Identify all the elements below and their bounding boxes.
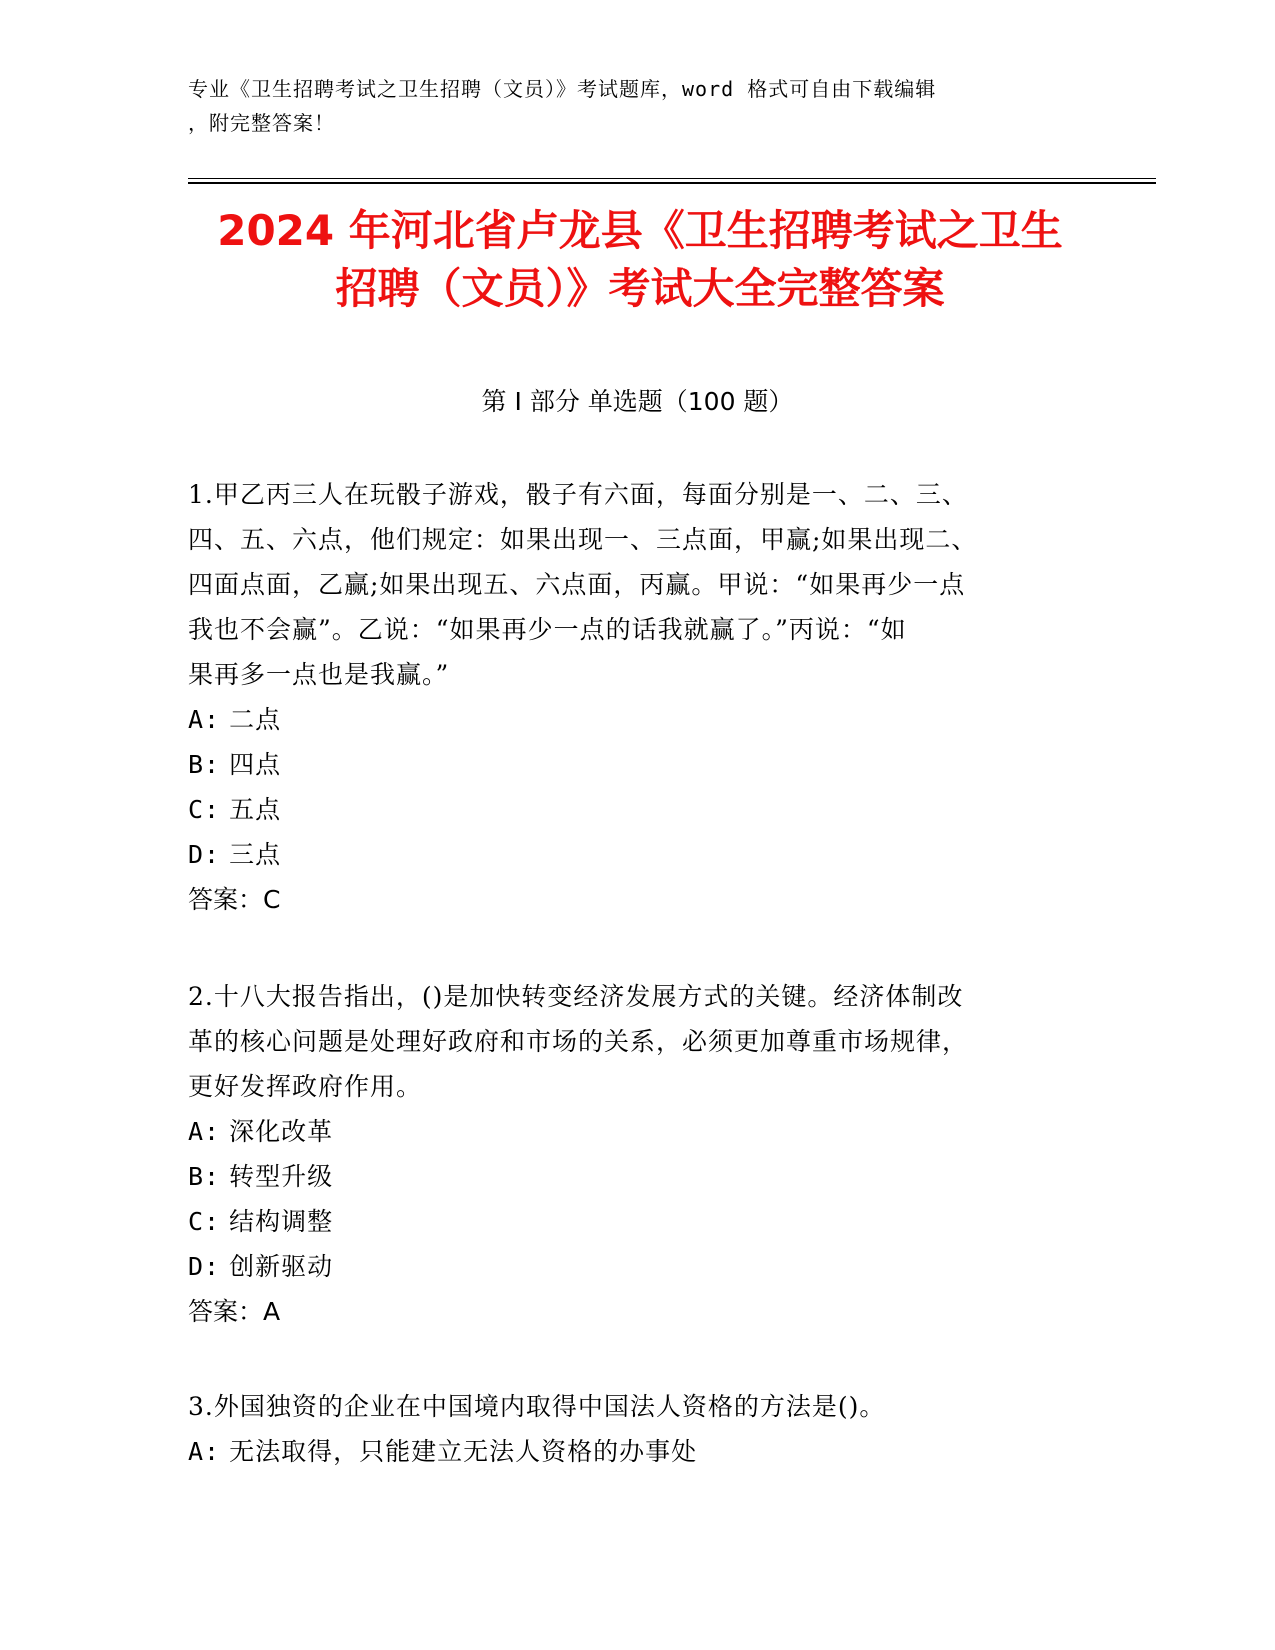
question-3-option-a	[188, 1429, 1078, 1474]
question-2-answer: 答案：A	[188, 1297, 281, 1326]
question-1-line-2: 四、五、六点，他们规定：如果出现一、三点面，甲赢;如果出现二、	[188, 525, 978, 554]
option-text: 无法取得，只能建立无法人资格的办事处	[229, 1437, 698, 1466]
question-1	[188, 472, 1078, 922]
option-text: 三点	[229, 840, 282, 869]
question-1-line-4: 我也不会赢”。乙说：“如果再少一点的话我就赢了。”丙说：“如	[188, 615, 907, 644]
option-key: A:	[188, 705, 221, 734]
option-text: 创新驱动	[229, 1252, 334, 1281]
question-2-option-b	[188, 1154, 1078, 1199]
question-2	[188, 974, 1078, 1334]
option-text: 结构调整	[229, 1207, 334, 1236]
option-text: 五点	[229, 795, 282, 824]
option-key: B:	[188, 750, 221, 779]
question-3	[188, 1384, 1078, 1474]
option-text: 转型升级	[229, 1162, 334, 1191]
option-key: D:	[188, 1252, 221, 1281]
question-1-option-a	[188, 697, 1078, 742]
option-key: A:	[188, 1117, 221, 1146]
question-1-option-c	[188, 787, 1078, 832]
option-text: 二点	[229, 705, 282, 734]
document-title-line-1: 2024 年河北省卢龙县《卫生招聘考试之卫生	[217, 206, 1063, 255]
question-1-option-b	[188, 742, 1078, 787]
question-1-line-3: 四面点面，乙赢;如果出现五、六点面，丙赢。甲说：“如果再少一点	[188, 570, 966, 599]
document-title	[160, 202, 1120, 318]
question-3-line-1: 3.外国独资的企业在中国境内取得中国法人资格的方法是()。	[188, 1392, 886, 1421]
question-2-option-c	[188, 1199, 1078, 1244]
option-text: 四点	[229, 750, 282, 779]
document-title-line-2: 招聘（文员）》考试大全完整答案	[335, 264, 945, 313]
option-key: C:	[188, 1207, 221, 1236]
question-1-line-1: 1.甲乙丙三人在玩骰子游戏，骰子有六面，每面分别是一、二、三、	[188, 480, 968, 509]
option-key: D:	[188, 840, 221, 869]
question-2-line-2: 革的核心问题是处理好政府和市场的关系，必须更加尊重市场规律，	[188, 1027, 969, 1056]
question-1-answer: 答案：C	[188, 885, 281, 914]
question-2-line-1: 2.十八大报告指出，()是加快转变经济发展方式的关键。经济体制改	[188, 982, 964, 1011]
header-note	[188, 72, 1068, 140]
question-1-line-5: 果再多一点也是我赢。”	[188, 660, 450, 689]
question-1-option-d	[188, 832, 1078, 877]
header-note-line-1: 专业《卫生招聘考试之卫生招聘（文员）》考试题库，word 格式可自由下载编辑	[188, 77, 937, 101]
option-key: B:	[188, 1162, 221, 1191]
header-rule-thick	[188, 182, 1156, 184]
question-2-option-a	[188, 1109, 1078, 1154]
header-rule-thin	[188, 178, 1156, 179]
option-text: 深化改革	[229, 1117, 334, 1146]
section-heading: 第 I 部分 单选题（100 题）	[481, 387, 794, 416]
header-note-line-2: ，附完整答案！	[188, 111, 335, 135]
question-2-option-d	[188, 1244, 1078, 1289]
question-2-line-3: 更好发挥政府作用。	[188, 1072, 423, 1101]
option-key: A:	[188, 1437, 221, 1466]
option-key: C:	[188, 795, 221, 824]
